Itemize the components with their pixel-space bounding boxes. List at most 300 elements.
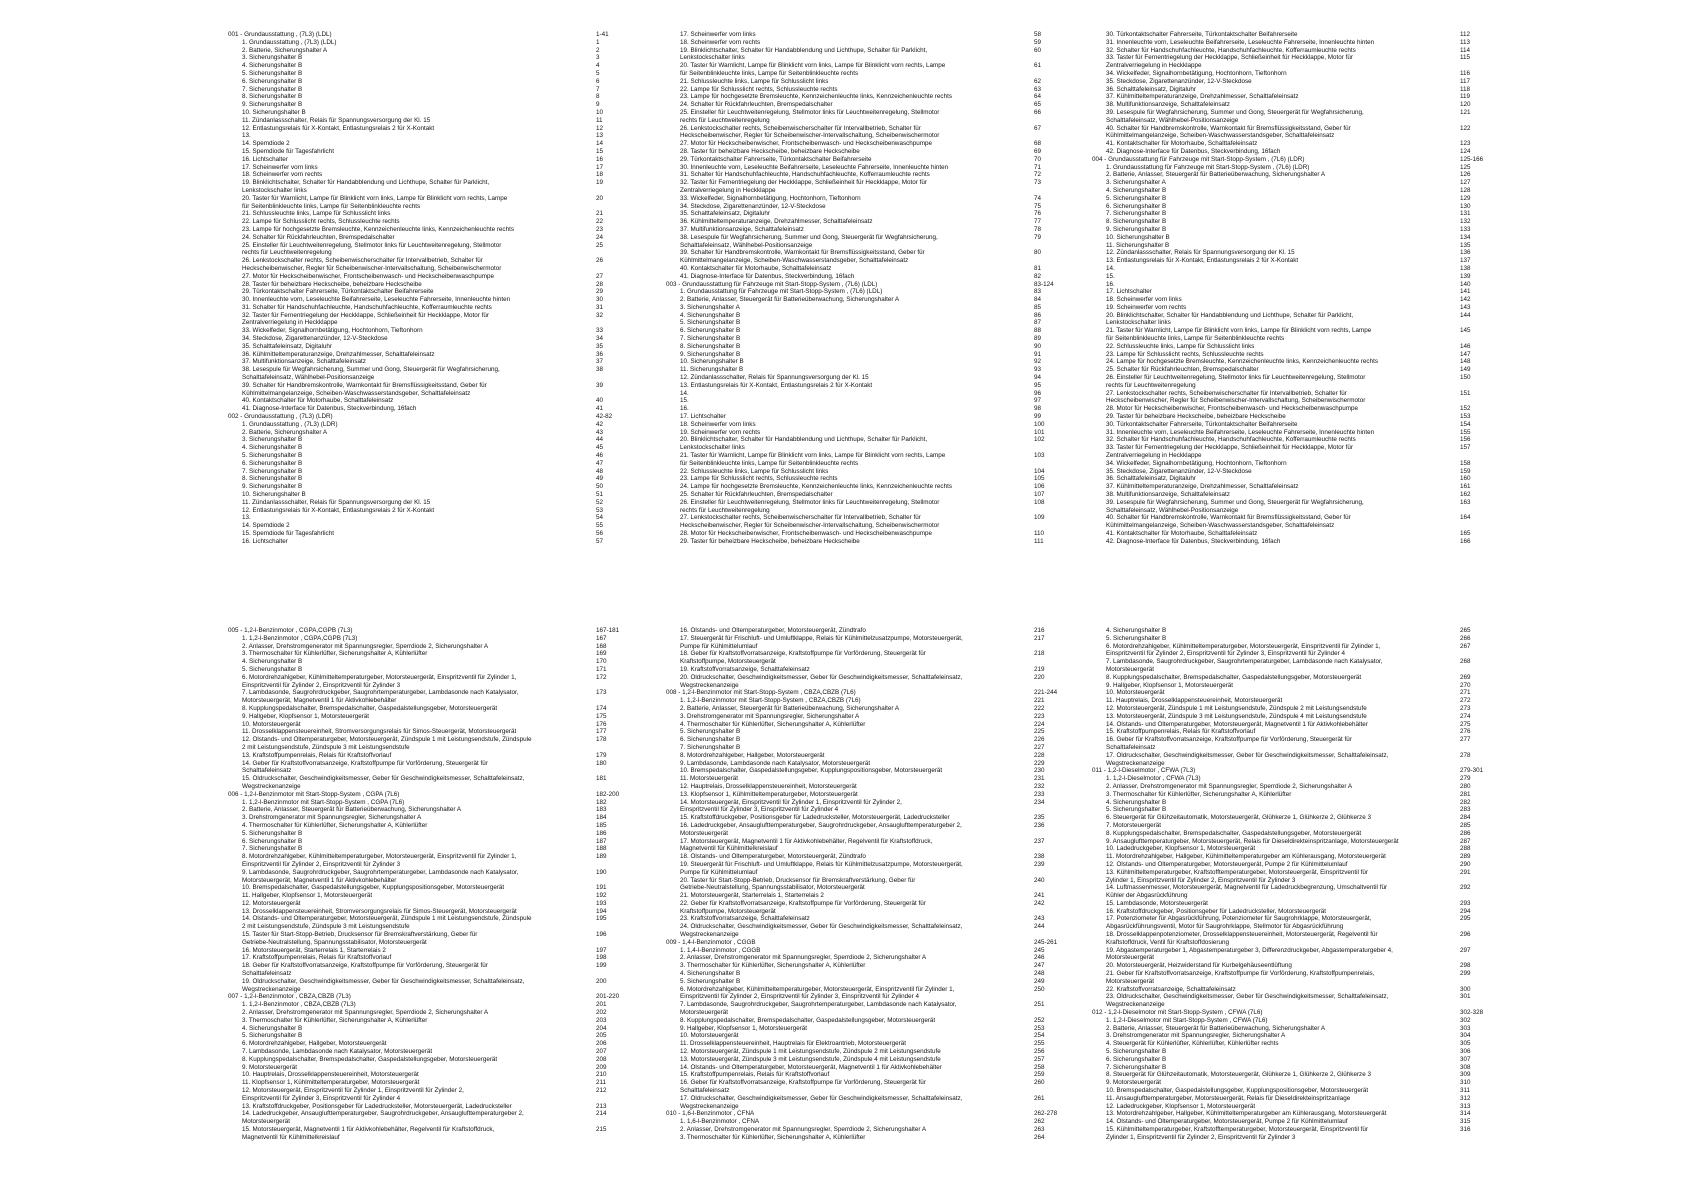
toc-entry-title: 31. Schalter für Handschuhfachleuchte, Handschuhfachleuchte, Kofferraumleuchte rechts xyxy=(242,303,492,311)
toc-entry xyxy=(1092,1064,1500,1072)
toc-entry xyxy=(666,736,1074,744)
toc-entry-title: 6. Motordrehzahlgeber, Kühlmitteltemperaturgeber, Motorsteuergerät, Einspritzventil für Zylinder 1, xyxy=(242,673,517,681)
toc-entry xyxy=(1092,148,1500,156)
toc-page-number: 125 xyxy=(1460,163,1471,171)
toc-page-number: 35 xyxy=(596,342,604,350)
toc-page-number: 55 xyxy=(596,522,604,530)
toc-page-number: 32 xyxy=(596,311,604,319)
toc-page-number xyxy=(1460,382,1500,390)
toc-entry-title: 33. Wickelfeder, Signalhornbetätigung, Hochtonhorn, Tieftonhorn xyxy=(242,327,423,335)
toc-page-number xyxy=(1034,257,1074,265)
toc-page-number: 10 xyxy=(596,108,604,116)
toc-entry-title: 14. Ölstands- und Öltemperaturgeber, Motorsteuergerät, Pumpe 2 für Kühlmittelumlauf xyxy=(1106,1118,1348,1126)
toc-entry-continuation xyxy=(666,806,1074,814)
toc-column-bottom-left xyxy=(228,627,636,1142)
toc-page-number: 274 xyxy=(1460,712,1471,720)
toc-entry-title: 36. Kühlmitteltemperaturanzeige, Drehzahlmesser, Schalttafeleinsatz xyxy=(680,218,873,226)
toc-entry xyxy=(1092,47,1500,55)
toc-entry-title: 20. Motorsteuergerät, Heizwiderstand für Kurbelgehäuseentlüftung xyxy=(1106,962,1292,970)
toc-entry-title: 33. Taster für Fernentriegelung der Heckklappe, Schließeinheit für Heckklappe, Motor für xyxy=(1106,444,1353,452)
toc-page-number: 63 xyxy=(1034,85,1042,93)
toc-page-number: 58 xyxy=(1034,31,1042,38)
toc-entry xyxy=(1092,366,1500,374)
toc-page-number: 207 xyxy=(596,1048,607,1056)
toc-entry xyxy=(228,62,636,70)
toc-entry-title: 11. Motorsteuergerät xyxy=(680,775,738,783)
toc-entry xyxy=(1092,1048,1500,1056)
toc-page-number: 188 xyxy=(596,845,607,853)
toc-page-number: 126 xyxy=(1460,171,1471,179)
toc-entry-title: 14. Ölstands- und Öltemperaturgeber, Motorsteuergerät, Magnetventil 1 für Aktivkohlebehälter xyxy=(680,1063,942,1071)
toc-entry-title: 41. Kontaktschalter für Motorhaube, Schalttafeleinsatz xyxy=(1106,530,1258,537)
toc-entry-title: 5. Sicherungshalter B xyxy=(680,977,741,985)
toc-entry-continuation xyxy=(666,507,1074,515)
toc-page-number: 144 xyxy=(1460,311,1471,319)
toc-page-number: 221-244 xyxy=(1034,689,1058,697)
toc-page-number: 49 xyxy=(596,475,604,483)
toc-entry-continuation xyxy=(1092,939,1500,947)
toc-entry xyxy=(1092,658,1500,666)
toc-page-number: 154 xyxy=(1460,420,1471,428)
toc-entry-title: 21. Schlussleuchte links, Lampe für Schlusslicht links xyxy=(242,210,391,218)
toc-entry-title: 8. Steuergerät für Glühzeitautomatik, Motorsteuergerät, Glühkerze 1, Glühkerze 2, Glühkerze 3 xyxy=(1106,1071,1371,1079)
toc-entry-title: 1. 1,4-l-Benzinmotor , CGGB xyxy=(680,946,761,954)
toc-entry xyxy=(666,39,1074,47)
toc-entry xyxy=(1092,390,1500,398)
toc-entry-title: Getriebe-Neutralstellung, Spannungsstabilisator, Motorsteuergerät xyxy=(242,938,427,946)
toc-entry-title: Heckscheibenwischer, Regler für Scheibenwischer-Intervallschaltung, Scheibenwischermotor xyxy=(680,132,940,140)
toc-entry-title: 11. Zündanlassschalter, Relais für Spannungsversorgung der Kl. 15 xyxy=(242,498,431,506)
toc-page-number xyxy=(1034,643,1074,651)
toc-page-number: 310 xyxy=(1460,1079,1471,1087)
toc-entry-title: 33. Wickelfeder, Signalhornbetätigung, Hochtonhorn, Tieftonhorn xyxy=(680,194,861,202)
toc-entry xyxy=(1092,296,1500,304)
toc-entry-title: 7. Sicherungshalter B xyxy=(680,743,741,751)
toc-page-number xyxy=(596,744,636,752)
toc-entry xyxy=(228,1025,636,1033)
toc-entry xyxy=(666,125,1074,133)
toc-page-number: 238 xyxy=(1034,853,1045,861)
toc-entry-title: 23. Lampe für Schlusslicht rechts, Schlussleuchte rechts xyxy=(680,475,838,483)
toc-page-number: 162 xyxy=(1460,491,1471,499)
toc-entry-title: 22. Lampe für Schlusslicht rechts, Schlussleuchte rechts xyxy=(680,85,838,93)
toc-entry xyxy=(228,721,636,729)
toc-entry-title: 2. Anlasser, Drehstromgenerator mit Spannungsregler, Sperrdiode 2, Sicherungshalter A xyxy=(1106,782,1353,790)
toc-entry xyxy=(228,1009,636,1017)
toc-page-number: 279-301 xyxy=(1460,767,1484,775)
toc-page-number: 226 xyxy=(1034,736,1045,744)
toc-page-number: 47 xyxy=(596,459,604,467)
toc-page-number: 2 xyxy=(596,46,600,54)
toc-entry-title: Magnetventil für Kühlmittelkreislauf xyxy=(242,1133,340,1141)
toc-entry xyxy=(228,312,636,320)
toc-entry xyxy=(228,760,636,768)
toc-entry-title: 22. Schlussleuchte links, Lampe für Schlusslicht links xyxy=(1106,342,1255,350)
toc-entry xyxy=(666,358,1074,366)
toc-entry xyxy=(228,405,636,413)
toc-entry-title: 10. Bremspedalschalter, Gaspedalstellungsgeber, Kupplungspositionsgeber, Motorsteuergerät xyxy=(1106,1087,1369,1095)
toc-entry xyxy=(666,195,1074,203)
toc-entry-title: 15. Spemdiode für Tagesfahrlicht xyxy=(242,147,334,155)
toc-entry-title: Kühlmittelmangelanzeige, Scheiben-Waschwasserstandsgeber, Schalttafeleinsatz xyxy=(680,257,909,265)
toc-entry-continuation xyxy=(228,744,636,752)
toc-page-number: 23 xyxy=(596,225,604,233)
toc-entry xyxy=(666,713,1074,721)
toc-entry-title: 13. Kraftstoffpumpenrelais, Relais für Kraftstoffvorlauf xyxy=(242,751,392,759)
toc-entry xyxy=(1092,187,1500,195)
toc-entry xyxy=(228,1110,636,1118)
toc-entry xyxy=(1092,853,1500,861)
toc-entry xyxy=(228,713,636,721)
toc-page-number: 246 xyxy=(1034,954,1045,962)
toc-page-number: 184 xyxy=(596,814,607,822)
toc-entry-title: Zentralverriegelung in Heckklappe xyxy=(242,319,338,327)
toc-entry xyxy=(1092,635,1500,643)
toc-entry-title: 19. Kraftstoffvorratsanzeige, Schalttafeleinsatz xyxy=(680,665,810,673)
toc-entry xyxy=(1092,705,1500,713)
toc-entry-title: 10. Motorsteuergerät xyxy=(1106,689,1165,697)
toc-page-number: 222 xyxy=(1034,704,1045,712)
toc-entry-title: 32. Schalter für Handschuhfachleuchte, Handschuhfachleuchte, Kofferraumleuchte rechts xyxy=(1106,436,1356,444)
toc-entry xyxy=(228,728,636,736)
toc-entry xyxy=(666,296,1074,304)
toc-entry-title: 10. Sicherungshalter B xyxy=(242,108,306,116)
toc-page-number: 69 xyxy=(1034,147,1042,155)
toc-entry-continuation xyxy=(666,1103,1074,1111)
toc-page-number: 7 xyxy=(596,85,600,93)
toc-entry xyxy=(1092,986,1500,994)
toc-page-number: 82 xyxy=(1034,272,1042,280)
toc-page-number xyxy=(1034,132,1074,140)
toc-page-number: 216 xyxy=(1034,627,1045,634)
toc-entry-title: rechts für Leuchtweitenregelung xyxy=(680,506,770,514)
toc-entry xyxy=(1092,195,1500,203)
toc-entry-title: 19. Steuergerät für Frischluft- und Umluftklappe, Relais für Kühlmittelzusatzpumpe, Motorsteuergerät, xyxy=(680,860,963,868)
toc-entry-continuation xyxy=(666,187,1074,195)
toc-page-number: 279 xyxy=(1460,775,1471,783)
toc-page-number: 56 xyxy=(596,530,604,537)
toc-entry-title: 7. Lambdasonde, Lambdasonde nach Katalysator, Motorsteuergerät xyxy=(242,1048,433,1056)
toc-entry-title: 3. Thermoschalter für Kühlerlüfter, Sicherungshalter A, Kühlerlüfter xyxy=(680,962,866,970)
toc-entry xyxy=(1092,491,1500,499)
toc-entry xyxy=(1092,799,1500,807)
toc-entry xyxy=(666,783,1074,791)
toc-entry xyxy=(1092,643,1500,651)
toc-entry-title: 31. Innenleuchte vorn, Leseleuchte Beifahrerseite, Leseleuchte Fahrerseite, Innenleuchte hinten xyxy=(1106,38,1375,46)
toc-entry-title: 28. Motor für Heckscheibenwischer, Frontscheibenwasch- und Heckscheibenwaschpumpe xyxy=(680,530,933,537)
toc-entry xyxy=(228,132,636,140)
toc-entry xyxy=(1092,1032,1500,1040)
toc-entry xyxy=(666,327,1074,335)
toc-page-number: 303 xyxy=(1460,1024,1471,1032)
toc-page-number: 84 xyxy=(1034,296,1042,304)
toc-page-number: 42-82 xyxy=(596,413,613,421)
toc-entry-title: 011 - 1,2-l-Dieselmotor , CFWA (7L3) xyxy=(1092,767,1196,775)
toc-entry xyxy=(1092,1056,1500,1064)
toc-entry-title: Lenkstockschalter links xyxy=(242,186,307,194)
toc-entry xyxy=(228,689,636,697)
toc-entry-title: 38. Lesespule für Wegfahrsicherung, Summer und Gong, Steuergerät für Wegfahrsicherung, xyxy=(242,366,500,374)
toc-page-number: 272 xyxy=(1460,697,1471,705)
toc-page-number: 20 xyxy=(596,194,604,202)
toc-entry xyxy=(1092,203,1500,211)
toc-page-number: 29 xyxy=(596,288,604,296)
toc-entry-title: 16. Kraftstoffdruckgeber, Positionsgeber für Ladedrucksteller, Motorsteuergerät xyxy=(1106,907,1327,915)
toc-entry xyxy=(666,1079,1074,1087)
toc-entry-continuation xyxy=(228,1095,636,1103)
toc-entry xyxy=(228,195,636,203)
toc-page-number: 182-200 xyxy=(596,790,620,798)
toc-entry xyxy=(666,635,1074,643)
toc-entry-title: Einspritzventil für Zylinder 2, Einspritzventil für Zylinder 3, Einspritzventil für Zylinder 4 xyxy=(680,993,920,1001)
toc-page-number: 8 xyxy=(596,93,600,101)
toc-entry xyxy=(228,444,636,452)
toc-entry-title: 32. Taster für Fernentriegelung der Heckklappe, Schließeinheit für Heckklappe, Motor für xyxy=(242,311,489,319)
toc-entry-continuation xyxy=(228,682,636,690)
toc-entry xyxy=(666,900,1074,908)
toc-entry-title: 6. Motordrehzahlgeber, Hallgeber, Motorsteuergerät xyxy=(242,1040,387,1048)
toc-entry xyxy=(228,210,636,218)
toc-entry xyxy=(228,226,636,234)
toc-page-number: 11 xyxy=(596,116,603,124)
toc-entry-title: 22. Geber für Kraftstoffvorratsanzeige, Kraftstoffpumpe für Vorförderung, Steuergerät für xyxy=(680,899,926,907)
toc-entry xyxy=(666,861,1074,869)
toc-page-number: 119 xyxy=(1460,93,1471,101)
toc-page-number: 187 xyxy=(596,837,607,845)
toc-entry xyxy=(666,140,1074,148)
toc-page-number: 96 xyxy=(1034,389,1042,397)
toc-entry-title: 4. Sicherungshalter B xyxy=(1106,627,1167,634)
toc-page-number: 204 xyxy=(596,1024,607,1032)
toc-page-number xyxy=(596,265,636,273)
toc-entry-title: 10. Sicherungshalter B xyxy=(1106,233,1170,241)
toc-entry-title: Kühlmittelmangelanzeige, Scheiben-Waschwasserstandsgeber, Schalttafeleinsatz xyxy=(242,389,471,397)
toc-page-number: 173 xyxy=(596,689,607,697)
toc-entry-continuation xyxy=(666,70,1074,78)
toc-page-number: 130 xyxy=(1460,202,1471,210)
toc-entry-title: 18. Ölstands- und Öltemperaturgeber, Motorsteuergerät, Zündtrafo xyxy=(680,853,866,861)
toc-entry-title: 30. Türkontaktschalter Fahrerseite, Türkontaktschalter Beifahrerseite xyxy=(1106,420,1298,428)
toc-entry-continuation xyxy=(666,658,1074,666)
toc-page-number: 57 xyxy=(596,537,604,545)
toc-page-number xyxy=(596,697,636,705)
toc-entry-title: 19. Scheinwerfer vorn rechts xyxy=(680,428,761,436)
toc-entry xyxy=(1092,993,1500,1001)
toc-page-number: 295 xyxy=(1460,915,1471,923)
toc-entry xyxy=(228,429,636,437)
toc-entry-title: 12. Ladedruckgeber, Klopfsensor 1, Motorsteuergerät xyxy=(1106,1102,1256,1110)
toc-entry-title: 3. Drehstromgenerator mit Spannungsregler, Sicherungshalter A xyxy=(680,712,860,720)
toc-entry-title: 31. Schalter für Handschuhfachleuchte, Handschuhfachleuchte, Kofferraumleuchte rechts xyxy=(680,171,930,179)
toc-entry xyxy=(1092,405,1500,413)
toc-entry-title: 14. xyxy=(680,389,689,397)
toc-entry-title: 1. 1,2-l-Benzinmotor , CBZA,CBZB (7L3) xyxy=(242,1001,356,1009)
toc-page-number: 168 xyxy=(596,642,607,650)
toc-entry-title: 5. Sicherungshalter B xyxy=(242,829,303,837)
toc-entry-title: 12. Ölstands- und Öltemperaturgeber, Motorsteuergerät, Zündspule 1 mit Leistungsendstufe, Zündspule xyxy=(242,736,532,744)
toc-entry-title: 21. Geber für Kraftstoffvorratsanzeige, Kraftstoffpumpe für Vorförderung, Kraftstoffpumpenrelais, xyxy=(1106,970,1375,978)
toc-page-number: 143 xyxy=(1460,303,1471,311)
toc-entry xyxy=(1092,728,1500,736)
toc-entry xyxy=(666,1056,1074,1064)
toc-entry xyxy=(1092,226,1500,234)
toc-page-number: 142 xyxy=(1460,296,1471,304)
toc-entry-title: Wegstreckenanzeige xyxy=(1106,759,1165,767)
toc-entry xyxy=(1092,915,1500,923)
toc-page-number: 270 xyxy=(1460,681,1471,689)
toc-entry xyxy=(666,491,1074,499)
toc-entry xyxy=(1092,374,1500,382)
toc-page-number xyxy=(596,374,636,382)
toc-page-number: 36 xyxy=(596,350,604,358)
toc-entry-title: 29. Taster für beheizbare Heckscheibe, beheizbare Heckscheibe xyxy=(680,537,860,545)
toc-entry xyxy=(1092,436,1500,444)
toc-entry xyxy=(228,658,636,666)
toc-page-number: 179 xyxy=(596,751,607,759)
toc-entry xyxy=(666,86,1074,94)
toc-entry xyxy=(228,1079,636,1087)
toc-entry-title: 17. Potenziometer für Abgasrückführung, Potenziometer für Saugrohrklappe, Motorsteuergerät, xyxy=(1106,915,1372,923)
toc-page-number xyxy=(1460,892,1500,900)
toc-entry-continuation xyxy=(228,390,636,398)
toc-entry-title: 8. Motordrehzahlgeber, Kühlmitteltemperaturgeber, Motorsteuergerät, Einspritzventil für Zylinder 1, xyxy=(242,853,517,861)
toc-entry xyxy=(1092,689,1500,697)
toc-entry-continuation xyxy=(1092,452,1500,460)
toc-entry xyxy=(666,101,1074,109)
toc-page-number: 309 xyxy=(1460,1071,1471,1079)
toc-entry-continuation xyxy=(666,643,1074,651)
toc-entry xyxy=(228,288,636,296)
toc-page-number: 234 xyxy=(1034,798,1045,806)
toc-entry-title: 1. Grundausstattung , (7L3) (LDR) xyxy=(242,420,338,428)
toc-page-number xyxy=(596,861,636,869)
toc-entry xyxy=(228,1032,636,1040)
toc-entry-title: 16. Geber für Kraftstoffvorratsanzeige, Kraftstoffpumpe für Vorförderung, Steuergerät für xyxy=(680,1079,926,1087)
toc-page-number: 223 xyxy=(1034,712,1045,720)
toc-entry-title: Lenkstockschalter links xyxy=(1106,319,1171,327)
toc-entry xyxy=(228,1017,636,1025)
toc-page-number: 124 xyxy=(1460,147,1471,155)
toc-entry-title: 11. Motordrehzahlgeber, Hallgeber, Kühlmitteltemperaturgeber am Kühlerausgang, Motorsteuergerät xyxy=(1106,853,1386,861)
toc-section-heading xyxy=(228,413,636,421)
toc-page-number xyxy=(1460,522,1500,530)
toc-entry-title: 4. Sicherungshalter B xyxy=(242,62,303,70)
toc-page-number: 221 xyxy=(1034,697,1045,705)
toc-page-number: 153 xyxy=(1460,413,1471,421)
toc-page-number xyxy=(1460,117,1500,125)
toc-entry-continuation xyxy=(1092,522,1500,530)
toc-page-number xyxy=(596,939,636,947)
toc-entry xyxy=(1092,970,1500,978)
toc-page-number: 40 xyxy=(596,397,604,405)
toc-page-number: 266 xyxy=(1460,634,1471,642)
toc-entry-title: Zylinder 1, Einspritzventil für Zylinder 2, Einspritzventil für Zylinder 3 xyxy=(1106,1133,1296,1141)
toc-page-number: 116 xyxy=(1460,69,1471,77)
toc-entry xyxy=(228,822,636,830)
toc-entry xyxy=(228,799,636,807)
toc-page-number: 73 xyxy=(1034,179,1042,187)
toc-entry-title: 23. Öldruckschalter, Geschwindigkeitsmesser, Geber für Geschwindigkeitsmesser, Schalttafeleinsatz, xyxy=(1106,993,1389,1001)
toc-entry xyxy=(666,429,1074,437)
toc-entry xyxy=(666,234,1074,242)
toc-entry-title: 26. Einsteller für Leuchtweitenregelung, Stellmotor links für Leuchtweitenregelung, Stellmotor xyxy=(680,498,940,506)
toc-page-number: 232 xyxy=(1034,782,1045,790)
toc-entry-title: 5. Sicherungshalter B xyxy=(1106,1048,1167,1056)
toc-page-number xyxy=(1034,1087,1074,1095)
toc-entry xyxy=(1092,908,1500,916)
toc-entry xyxy=(228,351,636,359)
toc-entry-continuation xyxy=(1092,397,1500,405)
toc-page-number: 177 xyxy=(596,728,607,736)
toc-entry-title: 34. Steckdose, Zigarettenanzünder, 12-V-Steckdose xyxy=(680,202,826,210)
toc-entry-title: 20. Blinklichtschalter, Schalter für Handabblendung und Lichthupe, Schalter für Parklicht, xyxy=(680,436,928,444)
toc-entry xyxy=(1092,288,1500,296)
toc-page-number xyxy=(596,767,636,775)
toc-entry xyxy=(666,109,1074,117)
toc-entry-title: 3. Sicherungshalter A xyxy=(1106,179,1166,187)
toc-entry-title: 2. Batterie, Anlasser, Steuergerät für Batterieüberwachung, Sicherungshalter A xyxy=(680,296,900,304)
toc-page-number: 46 xyxy=(596,452,604,460)
toc-entry xyxy=(666,1032,1074,1040)
toc-entry xyxy=(1092,775,1500,783)
toc-entry-title: 26. Lenkstockschalter rechts, Scheibenwischerschalter für Intervallbetrieb, Schalter für xyxy=(242,257,483,265)
toc-entry xyxy=(1092,54,1500,62)
toc-page-number xyxy=(596,1095,636,1103)
toc-entry-continuation xyxy=(666,931,1074,939)
toc-page-number xyxy=(596,877,636,885)
toc-entry-title: Kraftstoffdruck, Ventil für Kraftstoffdosierung xyxy=(1106,938,1229,946)
toc-entry-title: 1. Grundausstattung , (7L3) (LDL) xyxy=(242,38,337,46)
toc-entry-title: 9. Hallgeber, Klopfsensor 1, Motorsteuergerät xyxy=(680,1024,808,1032)
toc-entry xyxy=(1092,838,1500,846)
toc-entry xyxy=(666,538,1074,546)
toc-entry-continuation xyxy=(1092,760,1500,768)
toc-page-number: 294 xyxy=(1460,907,1471,915)
toc-entry-title: 4. Sicherungshalter B xyxy=(242,444,303,452)
toc-page-number: 122 xyxy=(1460,124,1471,132)
toc-page-number: 28 xyxy=(596,280,604,288)
toc-entry xyxy=(228,830,636,838)
toc-entry-title: 13. Klopfsensor 1, Kühlmitteltemperaturgeber, Motorsteuergerät xyxy=(680,790,858,798)
toc-entry-title: 13. Motorsteuergerät, Zündspule 3 mit Leistungsendstufe, Zündspule 4 mit Leistungsendstufe xyxy=(1106,712,1367,720)
toc-entry-title: 34. Steckdose, Zigarettenanzünder, 12-V-Steckdose xyxy=(242,335,388,343)
toc-entry-title: 17. Lichtschalter xyxy=(1106,288,1152,296)
toc-entry xyxy=(1092,1118,1500,1126)
toc-page-number: 148 xyxy=(1460,358,1471,366)
toc-entry xyxy=(228,421,636,429)
toc-page-number xyxy=(1034,460,1074,468)
toc-entry xyxy=(228,281,636,289)
toc-entry-title: 006 - 1,2-l-Benzinmotor mit Start-Stopp-System , CGPA (7L6) xyxy=(228,790,400,798)
toc-entry xyxy=(666,304,1074,312)
toc-entry-title: 14. Geber für Kraftstoffvorratsanzeige, Kraftstoffpumpe für Vorförderung, Steuergerät für xyxy=(242,759,488,767)
toc-entry xyxy=(1092,869,1500,877)
toc-entry xyxy=(1092,697,1500,705)
toc-entry xyxy=(228,507,636,515)
toc-entry xyxy=(666,705,1074,713)
toc-entry xyxy=(1092,931,1500,939)
toc-entry-title: 9. Sicherungshalter B xyxy=(1106,225,1167,233)
toc-entry-title: Motorsteuergerät xyxy=(1106,665,1154,673)
toc-entry-title: 16. Lichtschalter xyxy=(242,155,288,163)
toc-page-number xyxy=(596,682,636,690)
toc-entry xyxy=(228,947,636,955)
toc-page-number: 9 xyxy=(596,101,600,109)
toc-entry-title: 12. Motorsteuergerät xyxy=(242,899,301,907)
toc-entry-title: 10. Motorsteuergerät xyxy=(242,720,301,728)
toc-entry-title: rechts für Leuchtweitenregelung xyxy=(1106,381,1196,389)
toc-page-number: 206 xyxy=(596,1040,607,1048)
